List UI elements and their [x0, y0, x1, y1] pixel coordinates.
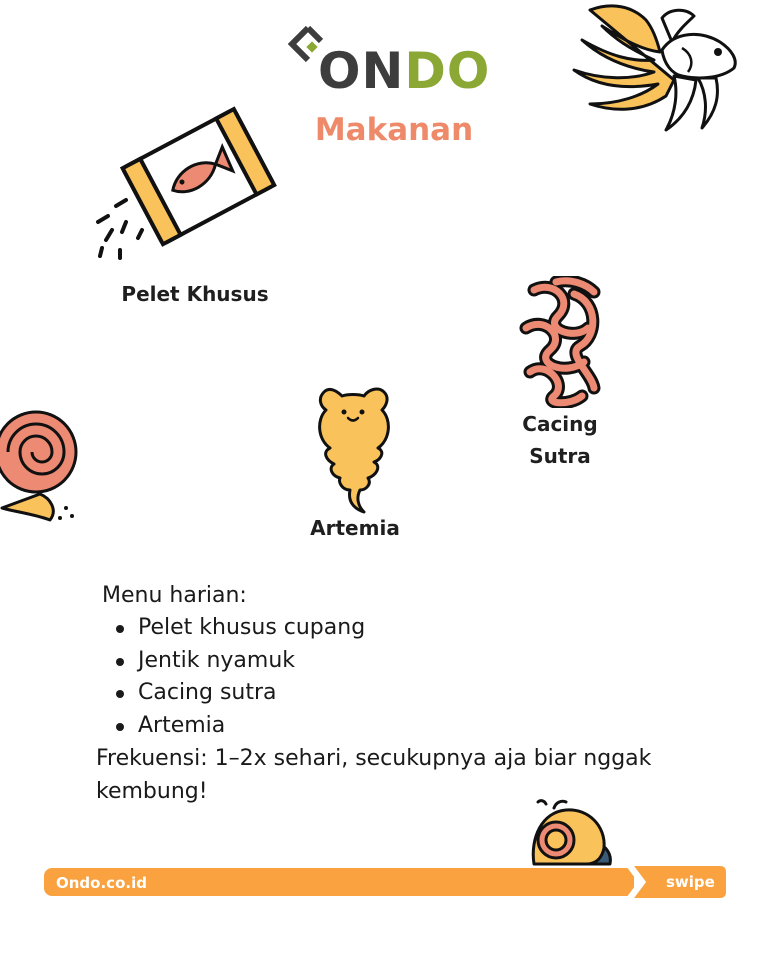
page-title: Makanan: [314, 112, 474, 148]
menu-list: [112, 612, 365, 742]
snail-icon: [526, 798, 614, 868]
list-item: Cacing sutra: [112, 677, 365, 710]
footer-bar: [44, 866, 726, 898]
snail-shell-icon: [0, 404, 80, 522]
logo-text-on: ON: [318, 42, 405, 100]
menu-heading: Menu harian:: [102, 583, 247, 608]
footer-site-link[interactable]: Ondo.co.id: [56, 874, 147, 892]
label-artemia: Artemia: [310, 516, 400, 540]
betta-fish-icon: [562, 0, 742, 140]
swipe-label: swipe: [666, 873, 715, 891]
brand-logo: [288, 20, 491, 100]
label-pelet-khusus: Pelet Khusus: [121, 282, 269, 306]
frequency-text: Frekuensi: 1–2x sehari, secukupnya aja biar nggak kembung!: [96, 746, 652, 804]
label-cacing-line1: Cacing: [522, 412, 598, 436]
swipe-button[interactable]: [624, 866, 726, 898]
worm-icon: [514, 276, 608, 408]
artemia-icon: [306, 380, 400, 514]
list-item: Artemia: [112, 710, 365, 743]
label-cacing-sutra: [500, 408, 620, 472]
label-cacing-line2: Sutra: [529, 444, 591, 468]
pellet-bag-icon: [92, 104, 282, 270]
logo-text-do: DO: [404, 42, 491, 100]
list-item: Jentik nyamuk: [112, 645, 365, 678]
logo-wordmark: [318, 42, 491, 100]
list-item: Pelet khusus cupang: [112, 612, 365, 645]
